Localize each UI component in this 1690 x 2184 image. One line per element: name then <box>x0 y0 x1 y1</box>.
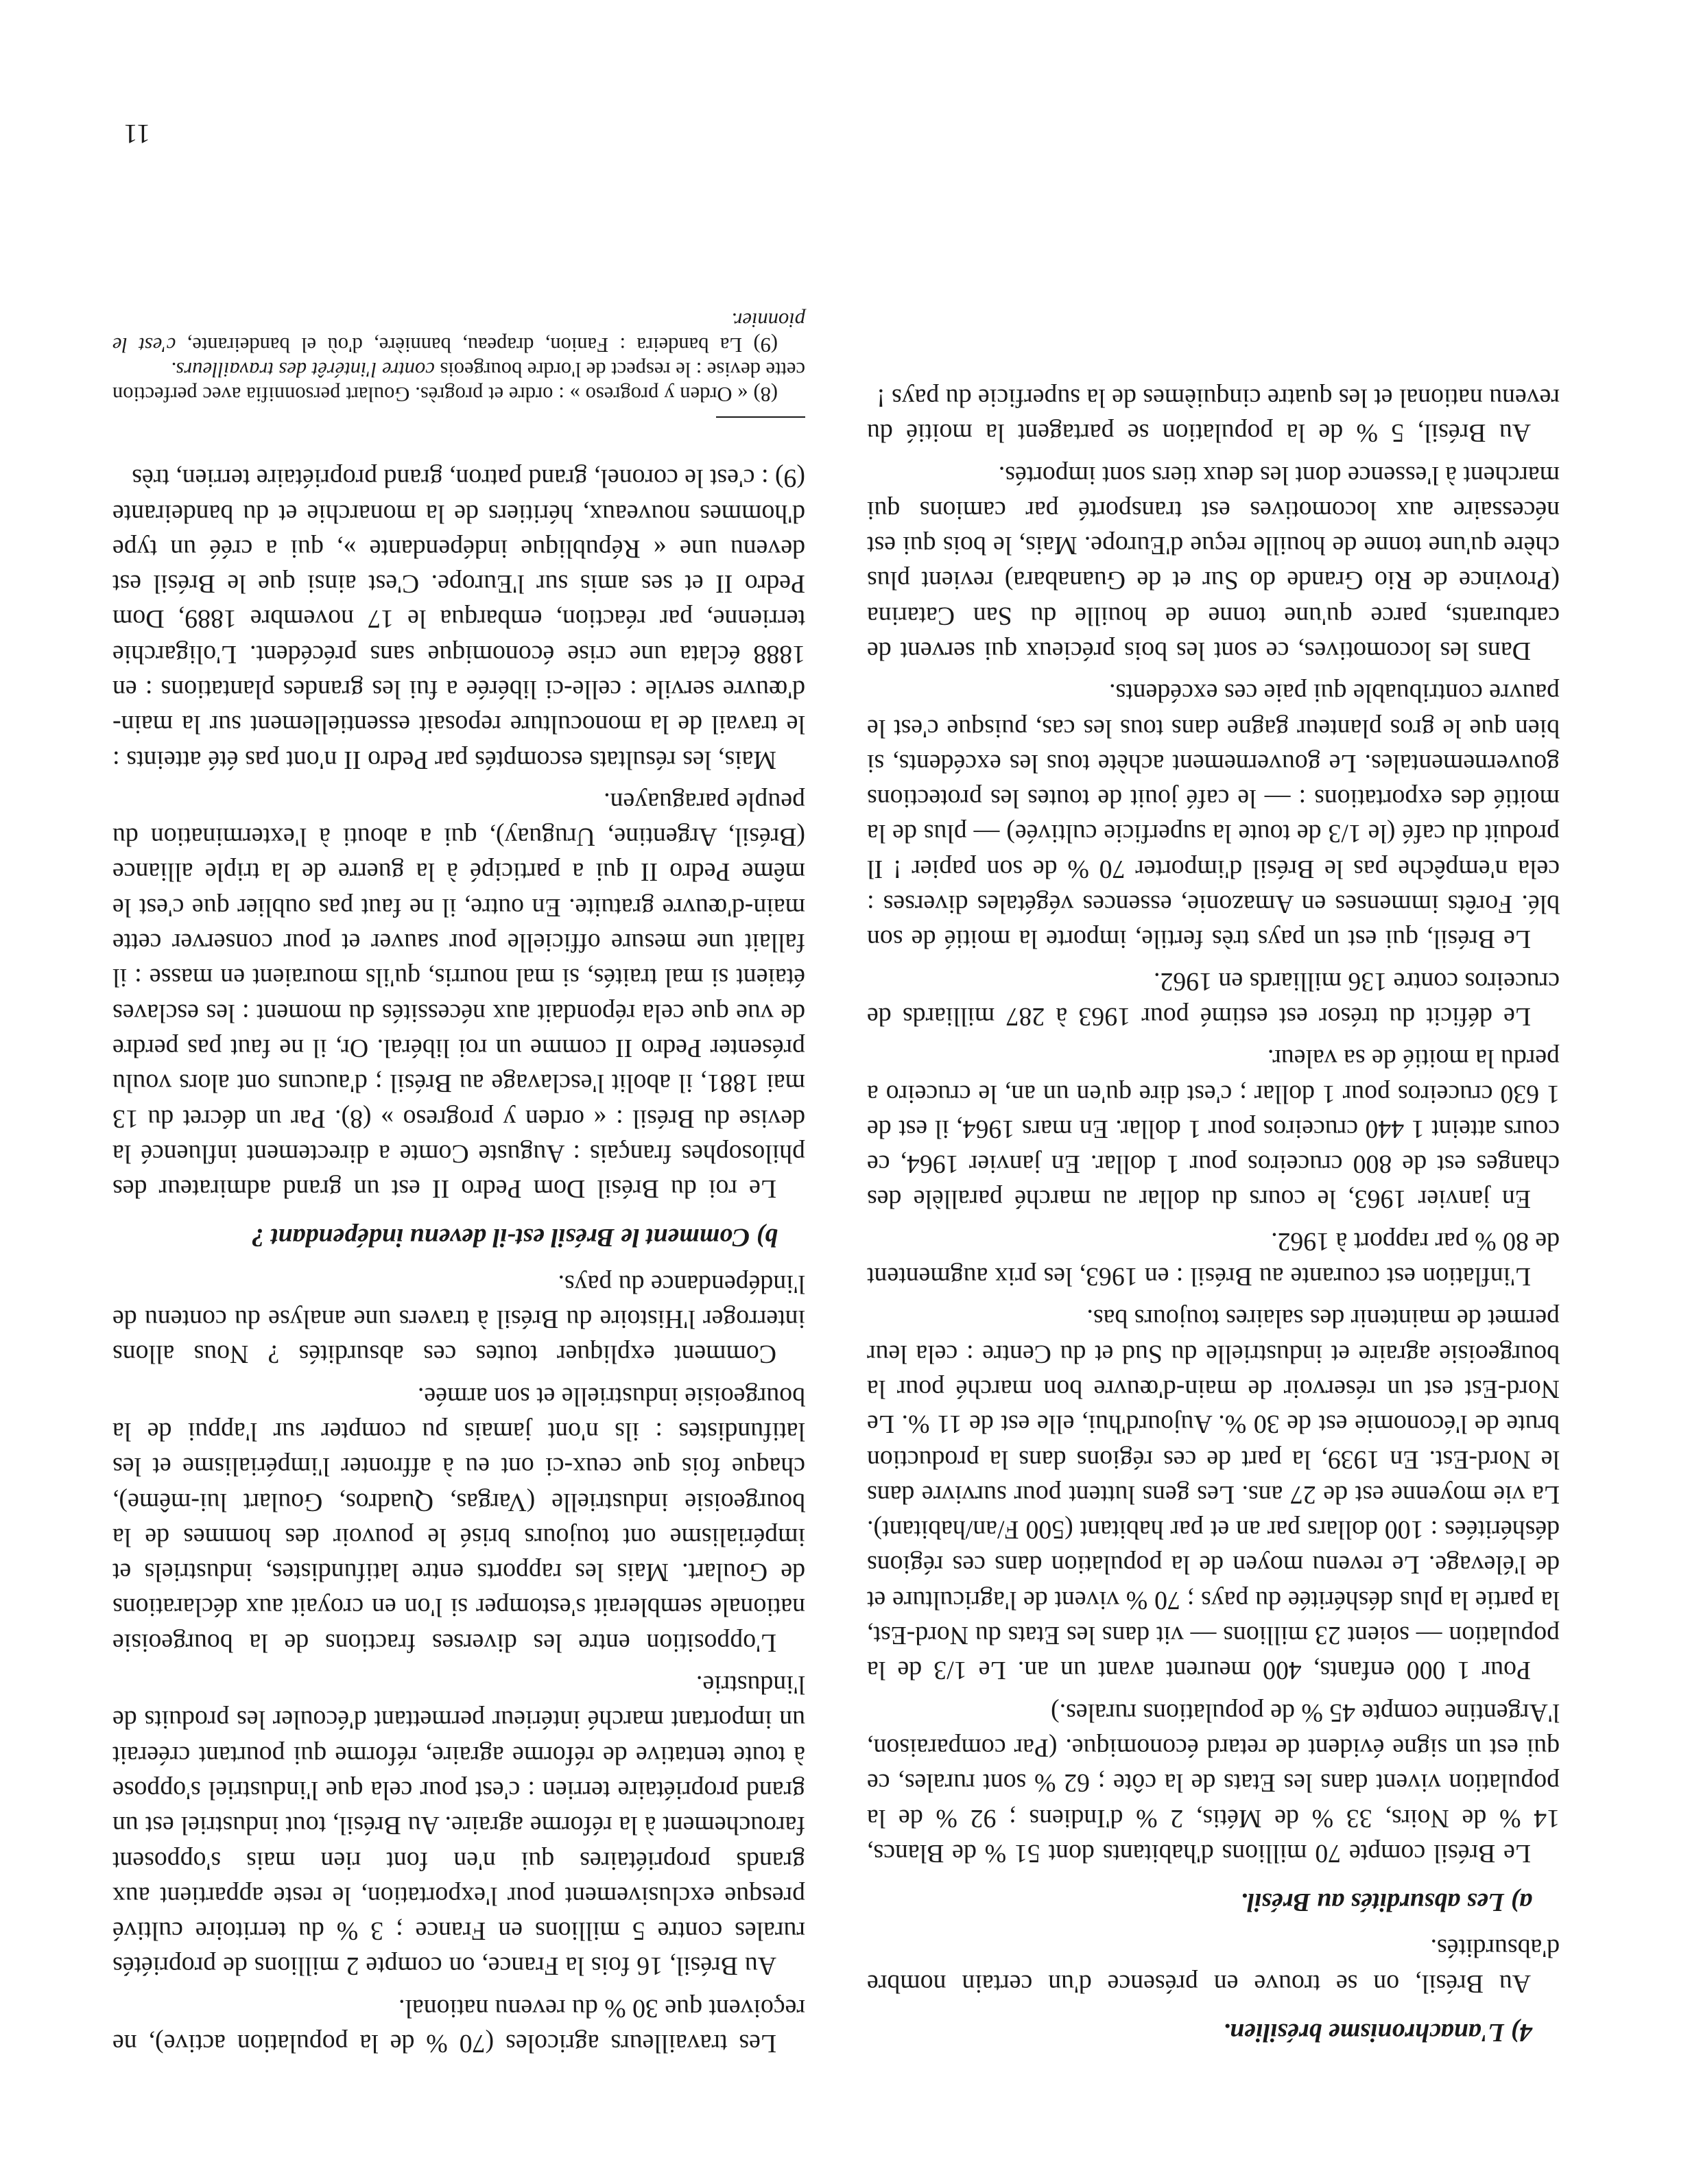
subheading-b: b) Comment le Brésil est-il devenu indépendant ? <box>251 1223 778 1253</box>
paragraph: Comment expliquer toutes ces absurdités ? Nous allons interroger l'Histoire du Brésil à travers une analyse du contenu de l'indépendance du pays. <box>112 1269 805 1369</box>
paragraph: Au Brésil, 5 % de la population se partagent la moitié du revenu national et les quatre cinquièmes de la superficie du pays ! <box>867 383 1560 448</box>
paragraph: Les travailleurs agricoles (70 % de la population active), ne reçoivent que 30 % du revenu national. <box>112 1993 805 2058</box>
right-column <box>112 308 805 2061</box>
paragraph: Le déficit du trésor est estimé pour 1963 à 287 milliards de cruceiros contre 136 milliards en 1962. <box>867 966 1560 1031</box>
footnotes <box>112 308 805 418</box>
paragraph: Pour 1 000 enfants, 400 meurent avant un an. Le 1/3 de la population — soient 23 millions — vit dans les Etats du Nord-Est, la partie la plus déshéritée du pays ; 70 % vivent de l'agriculture et de l'élevage. Le revenu moyen de la population dans ces régions déshéritées : 100 dollars par an et par habitant (500 F/an/habitant). La vie moyenne est de 27 ans. Les gens luttent pour survivre dans le Nord-Est. En 1939, la part de ces régions dans la production brute de l'économie est de 30 %. Aujourd'hui, elle est de 11 %. Le Nord-Est est un réservoir de main-d'œuvre bon marché pour la bourgeoisie agraire et industrielle du Sud et du Centre : cela leur permet de maintenir des salaires toujours bas. <box>867 1304 1560 1685</box>
paragraph: L'inflation est courante au Brésil : en 1963, les prix augmentent de 80 % par rapport à 1962. <box>867 1226 1560 1292</box>
footnote-text: (9) La bandeira : Fanion, drapeau, bannière, d'où el bandeirante, <box>187 333 778 357</box>
paragraph: L'opposition entre les diverses fractions de la bourgeoisie nationale semblerait s'estomper si l'on en croyait aux déclarations de Goulart. Mais les rapports entre latifundistes, industriels et impérialisme ont toujours brisé le pouvoir des hommes de la bourgeoisie industrielle (Vargas, Quadros, Goulart lui-même), chaque fois que ceux-ci ont eu à affronter l'impérialisme et les latifundistes : ils n'ont jamais pu compter sur l'appui de la bourgeoisie industrielle et son armée. <box>112 1381 805 1657</box>
paragraph: En janvier 1963, le cours du dollar au marché parallèle des changes est de 800 cruceiros pour 1 dollar. En janvier 1964, ce cours atteint 1 440 cruceiros pour 1 dollar. En mars 1964, il est de 1 630 cruceiros pour 1 dollar ; c'est dire qu'en un an, le cruceiro a perdu la moitié de sa valeur. <box>867 1044 1560 1214</box>
intro-paragraph: Au Brésil, on se trouve en présence d'un certain nombre d'absurdités. <box>867 1934 1560 1998</box>
section-title: 4) L'anachronisme brésilien. <box>1223 2018 1532 2047</box>
paragraph: Au Brésil, 16 fois la France, on compte 2 millions de propriétés rurales contre 5 millions en France ; 3 % du territoire cultivé presque exclusivement pour l'exportation, le reste appartient aux grands propriétaires qui n'en font rien mais s'opposent farouchement à la réforme agraire. Au Brésil, tout industriel est un grand propriétaire terrien : c'est pour cela que l'industriel s'oppose à toute tentative de réforme agraire, réforme qui pourtant créerait un important marché intérieur permettant d'écouler les produits de l'industrie. <box>112 1670 805 1981</box>
paragraph: Dans les locomotives, ce sont les bois précieux qui servent de carburants, parce qu'une tonne de houille du San Catarina (Province de Rio Grande do Sur et de Guanabara) revient plus chère qu'une tonne de houille reçue d'Europe. Mais, le bois qui est nécessaire aux locomotives est transporté par camions qui marchent à l'essence dont les deux tiers sont importés. <box>867 460 1560 666</box>
paragraph: Le Brésil compte 70 millions d'habitants dont 51 % de Blancs, 14 % de Noirs, 33 % de Métis, 2 % d'Indiens ; 92 % de la population vivent dans les Etats de la côte ; 62 % sont rurales, ce qui est un signe évident de retard économique. (Par comparaison, l'Argentine compte 45 % de populations rurales.) <box>867 1698 1560 1868</box>
footnote-rule <box>716 416 805 418</box>
footnote-continuation: c'est le pionnier. <box>112 308 805 357</box>
paragraph: Le roi du Brésil Dom Pedro II est un grand admirateur des philosophes français : Auguste Comte a directement influencé la devise du Brésil : « orden y progreso » (8). Par un décret du 13 mai 1881, il abolit l'esclavage au Brésil ; d'aucuns ont alors voulu présenter Pedro II comme un roi libéral. Or, il ne faut pas perdre de vue que cela répondait aux nécessités du moment : les esclaves étaient si mal traités, si mal nourris, qu'ils mouraient en masse : il fallait une mesure officielle pour sauver et pour conserver cette main-d'œuvre gratuite. En outre, il ne faut pas oublier que c'est le même Pedro II qui a participé à la guerre de la triple alliance (Brésil, Argentine, Uruguay), qui a abouti à l'extermination du peuple paraguayen. <box>112 787 805 1204</box>
paragraph: Le Brésil, qui est un pays très fertile, importe la moitié de son blé. Forêts immenses en Amazonie, essences végétales diverses : cela n'empêche pas le Brésil d'importer 70 % de son papier ! Il produit du café (le 1/3 de toute la superficie cultivée) — plus de la moitié des exportations : — le café jouit de toutes les protections gouvernementales. Le gouvernement achète tous les excédents, si bien que le gros planteur gagne dans tous les cas, puisque c'est le pauvre contribuable qui paie ces excédents. <box>867 678 1560 954</box>
left-column <box>867 380 1560 2061</box>
footnote-9 <box>112 308 805 357</box>
footnote-continuation: contre l'intérêt des travailleurs. <box>170 357 435 381</box>
subheading-a: a) Les absurdités au Brésil. <box>1240 1888 1532 1917</box>
footnote-8 <box>112 357 805 407</box>
page-number: 11 <box>123 119 150 150</box>
paragraph: Mais, les résultats escomptés par Pedro II n'ont pas été atteints : le travail de la monoculture reposait essentiellement sur la main-d'œuvre servile : celle-ci libérée a fui les grandes plantations : en 1888 éclata une crise économique sans précédent. L'oligarchie terrienne, par réaction, embarqua le 17 novembre 1889, Dom Pedro II et ses amis sur l'Europe. C'est ainsi que le Brésil est devenu une « République indépendante », qui a créé un type d'hommes nouveaux, héritiers de la monarchie et du bandeirante (9) : c'est le coronel, grand patron, grand propriétaire terrien, très <box>112 464 805 774</box>
footnote-text: (8) « Orden y progreso » : ordre et progrès. Goulart personnifia avec perfection cette devise : le respect de l'ordre bourgeois <box>112 357 805 406</box>
